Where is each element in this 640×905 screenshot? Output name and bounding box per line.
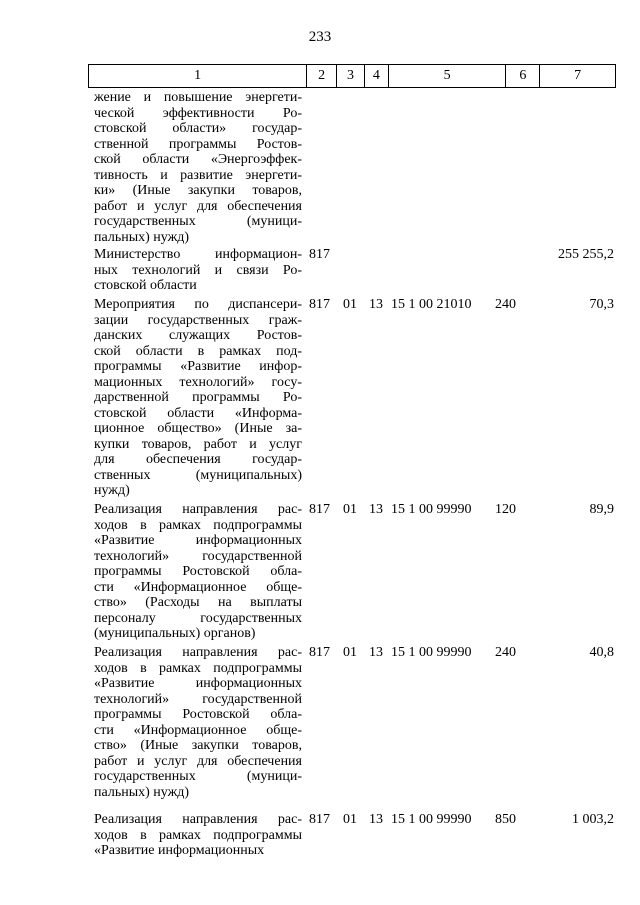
description-line: Реализация направления рас- xyxy=(94,812,302,827)
section-code: 01 xyxy=(343,645,357,660)
description-line: ционное общество» (Иные за- xyxy=(94,421,302,436)
amount: 255 255,2 xyxy=(558,247,614,262)
description-line: данских служащих Ростов- xyxy=(94,328,302,343)
row-description xyxy=(94,247,302,294)
description-line: Реализация направления рас- xyxy=(94,502,302,517)
description-line: зации государственных граж- xyxy=(94,312,302,328)
target-article-code: 15 1 00 99990 xyxy=(391,502,472,517)
description-line: ственной программы Ростов- xyxy=(94,136,302,152)
column-header-6: 6 xyxy=(506,65,540,87)
amount: 40,8 xyxy=(589,645,614,660)
row-description xyxy=(94,645,302,800)
description-line: ство» (Расходы на выплаты xyxy=(94,595,302,610)
description-line: Реализация направления рас- xyxy=(94,645,302,660)
column-header-3: 3 xyxy=(337,65,365,87)
description-line: нужд) xyxy=(94,483,130,498)
description-line: мационных технологий» госу- xyxy=(94,374,302,390)
subsection-code: 13 xyxy=(369,812,383,827)
description-line: ской области в рамках под- xyxy=(94,343,302,359)
description-line: ческой эффективности Ро- xyxy=(94,105,302,121)
row-description xyxy=(94,812,302,859)
section-code: 01 xyxy=(343,812,357,827)
description-line: ство» (Иные закупки товаров, xyxy=(94,738,302,753)
ministry-code: 817 xyxy=(309,247,330,262)
description-line: технологий» государственной xyxy=(94,548,302,564)
subsection-code: 13 xyxy=(369,502,383,517)
description-line: сти «Информационное обще- xyxy=(94,722,302,738)
amount: 70,3 xyxy=(589,297,614,312)
expense-type-code: 850 xyxy=(495,812,516,827)
subsection-code: 13 xyxy=(369,645,383,660)
description-line: работ и услуг для обеспечения xyxy=(94,753,302,769)
description-line: Министерство информацион- xyxy=(94,247,302,262)
section-code: 01 xyxy=(343,502,357,517)
description-line: тивность и развитие энергети- xyxy=(94,167,302,183)
description-line: Мероприятия по диспансери- xyxy=(94,297,302,312)
description-line: «Развитие информационных xyxy=(94,843,265,858)
description-line: ходов в рамках подпрограммы xyxy=(94,827,302,843)
description-line: государственных (муници- xyxy=(94,214,302,229)
amount: 89,9 xyxy=(589,502,614,517)
section-code: 01 xyxy=(343,297,357,312)
column-header-5: 5 xyxy=(389,65,507,87)
ministry-code: 817 xyxy=(309,297,330,312)
row-description xyxy=(94,297,302,499)
subsection-code: 13 xyxy=(369,297,383,312)
page-number: 233 xyxy=(308,29,332,45)
row-description xyxy=(94,502,302,642)
table-header-row xyxy=(88,64,616,88)
description-line: программы «Развитие инфор- xyxy=(94,359,302,374)
description-line: купки товаров, работ и услуг xyxy=(94,436,302,452)
target-article-code: 15 1 00 21010 xyxy=(391,297,472,312)
expense-type-code: 240 xyxy=(495,645,516,660)
description-line: ки» (Иные закупки товаров, xyxy=(94,183,302,198)
description-line: государственных (муници- xyxy=(94,769,302,784)
description-line: «Развитие информационных xyxy=(94,676,302,691)
description-line: сти «Информационное обще- xyxy=(94,579,302,595)
description-line: ных технологий и связи Ро- xyxy=(94,262,302,278)
description-line: стовской области» государ- xyxy=(94,121,302,136)
description-line: персоналу государственных xyxy=(94,610,302,626)
description-line: пальных) нужд) xyxy=(94,784,190,800)
description-line: ственных (муниципальных) xyxy=(94,467,302,483)
expense-type-code: 240 xyxy=(495,297,516,312)
ministry-code: 817 xyxy=(309,502,330,517)
ministry-code: 817 xyxy=(309,812,330,827)
column-header-2: 2 xyxy=(307,65,337,87)
column-header-4: 4 xyxy=(365,65,389,87)
description-line: стовской области xyxy=(94,278,197,293)
ministry-code: 817 xyxy=(309,645,330,660)
description-line: пальных) нужд) xyxy=(94,229,190,245)
description-line: дарственной программы Ро- xyxy=(94,390,302,405)
description-line: для обеспечения государ- xyxy=(94,452,302,467)
description-line: работ и услуг для обеспечения xyxy=(94,198,302,214)
description-line: (муниципальных) органов) xyxy=(94,626,256,641)
description-line: жение и повышение энергети- xyxy=(94,90,302,105)
description-line: «Развитие информационных xyxy=(94,533,302,548)
description-line: стовской области «Информа- xyxy=(94,405,302,421)
description-line: ской области «Энергоэффек- xyxy=(94,152,302,167)
description-line: ходов в рамках подпрограммы xyxy=(94,660,302,676)
target-article-code: 15 1 00 99990 xyxy=(391,812,472,827)
amount: 1 003,2 xyxy=(572,812,614,827)
row-description xyxy=(94,90,302,245)
description-line: программы Ростовской обла- xyxy=(94,564,302,579)
column-header-7: 7 xyxy=(574,68,582,83)
description-line: технологий» государственной xyxy=(94,691,302,707)
column-header-1: 1 xyxy=(89,65,307,87)
target-article-code: 15 1 00 99990 xyxy=(391,645,472,660)
description-line: ходов в рамках подпрограммы xyxy=(94,517,302,533)
expense-type-code: 120 xyxy=(495,502,516,517)
description-line: программы Ростовской обла- xyxy=(94,707,302,722)
